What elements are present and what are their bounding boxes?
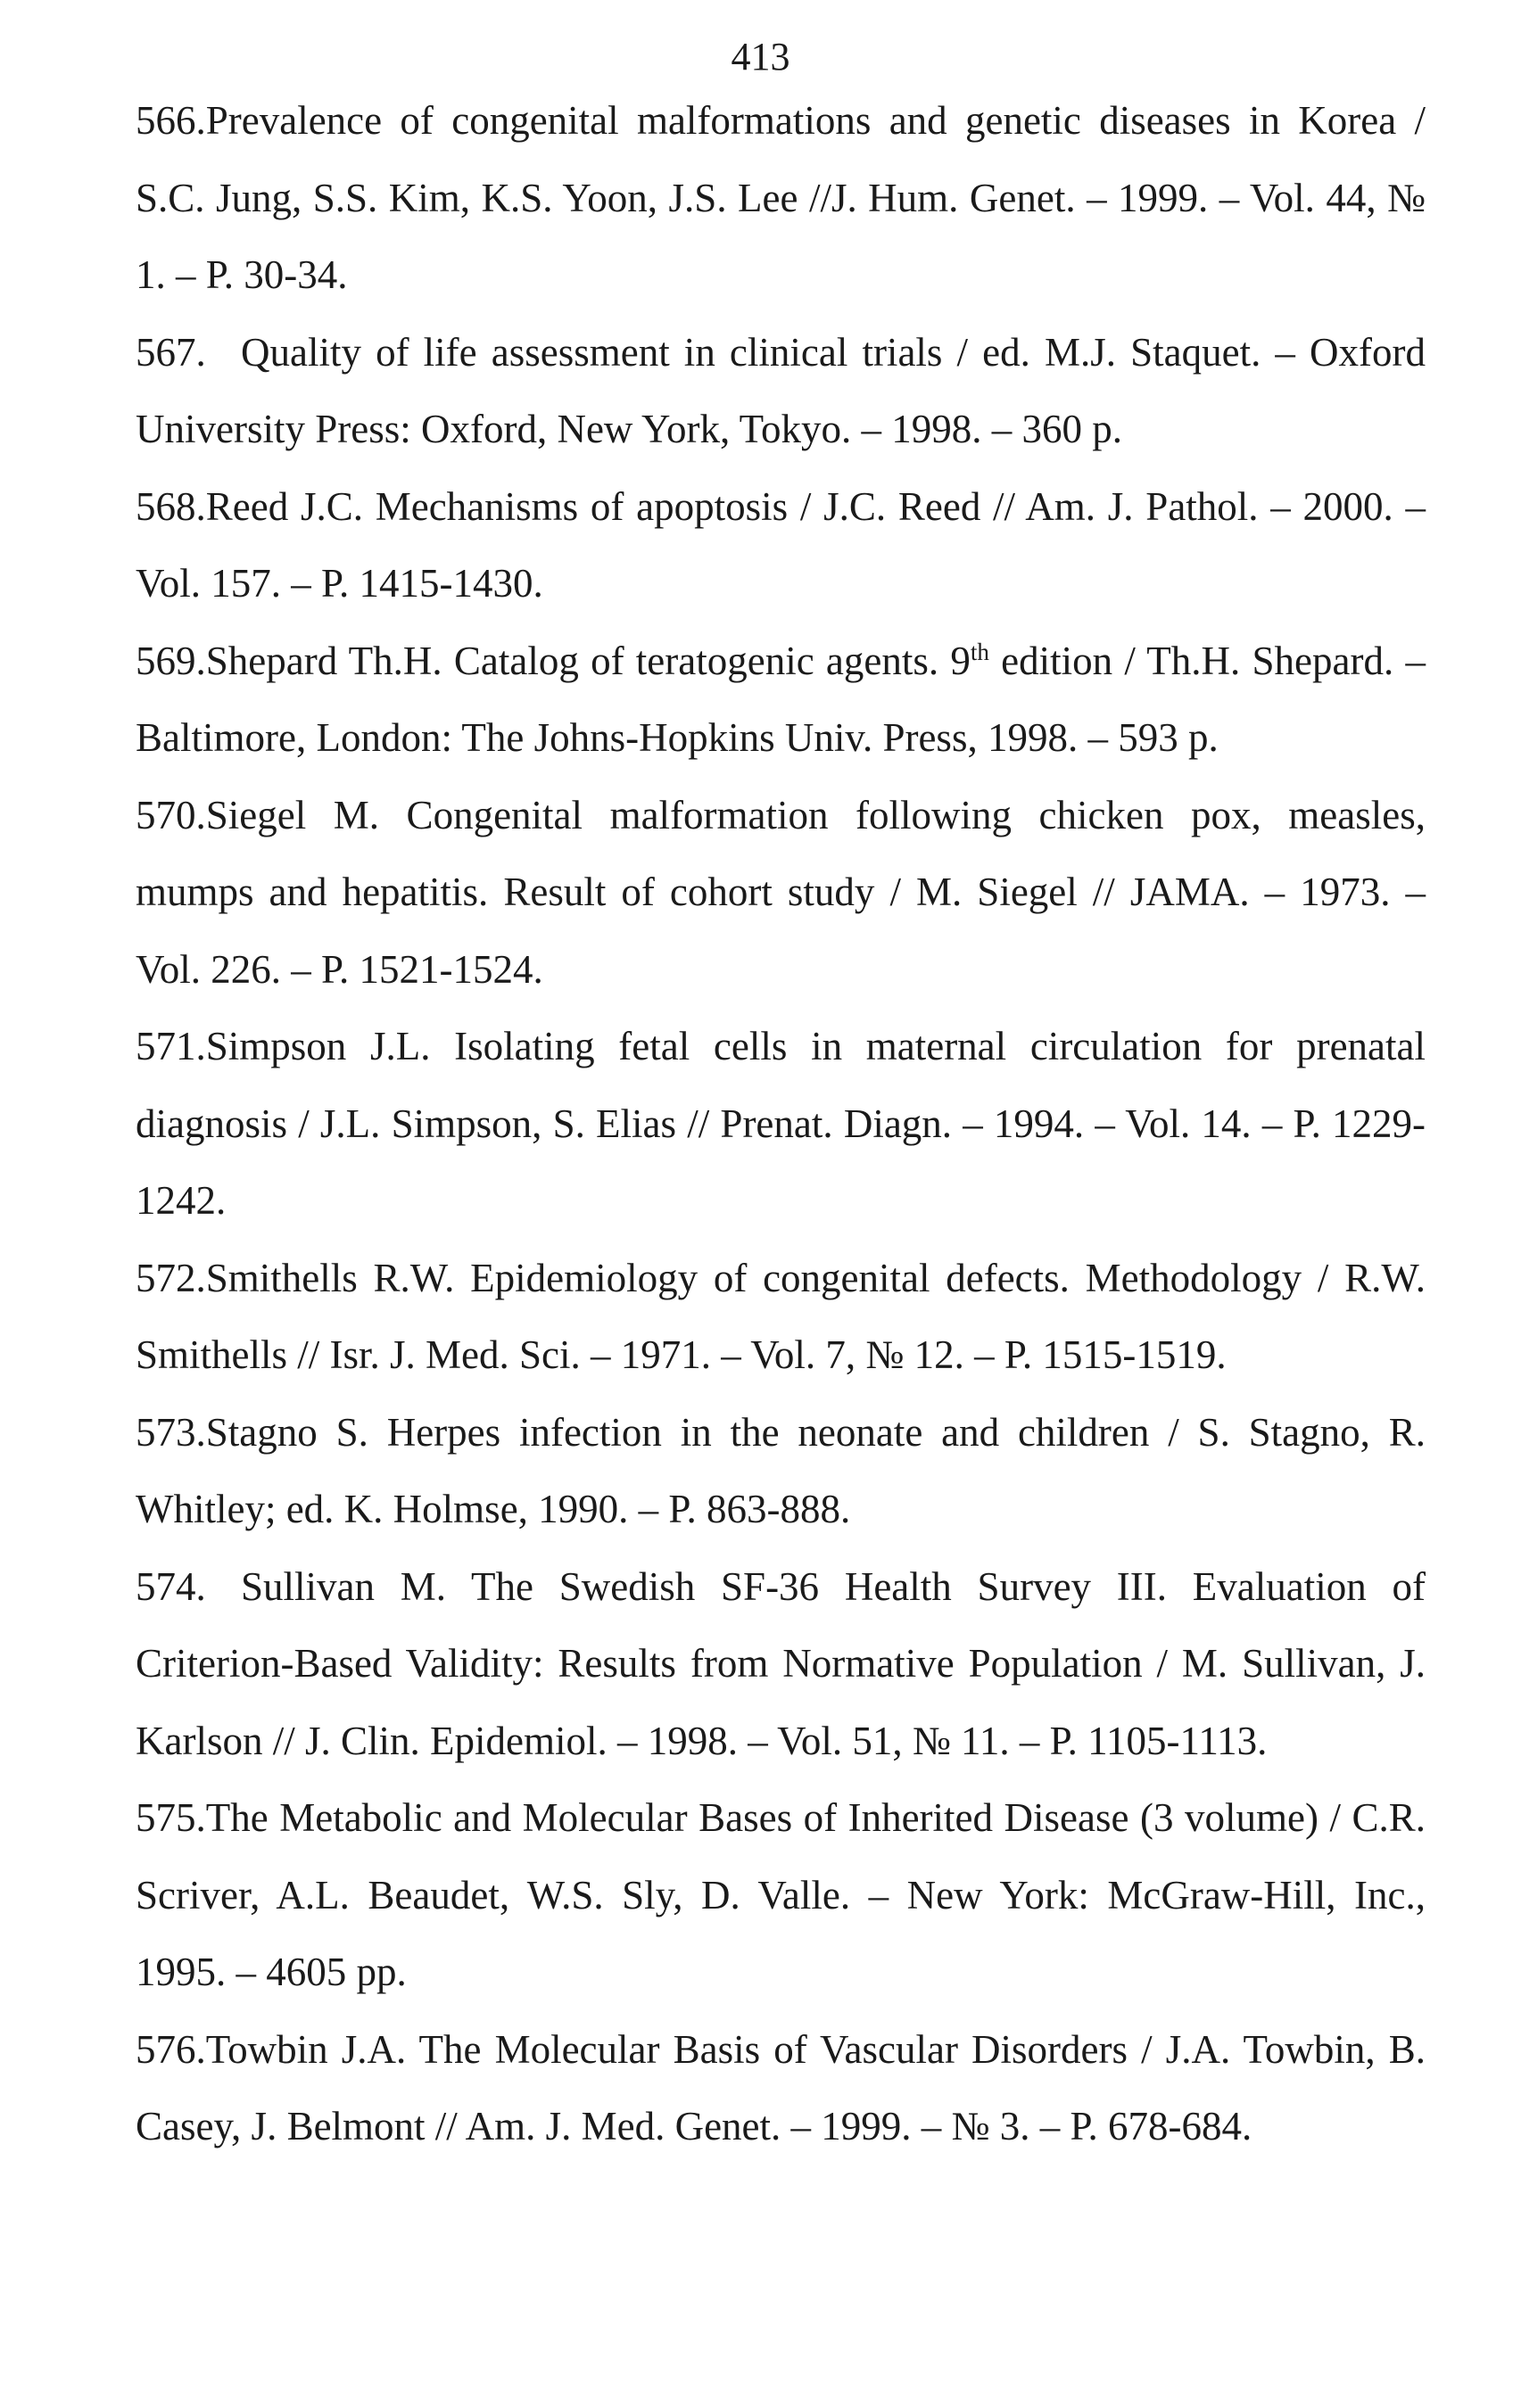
- reference-item-575: [136, 1779, 1426, 2011]
- reference-item-574: [136, 1548, 1426, 1780]
- reference-number: 569.: [136, 638, 206, 683]
- reference-text: Sullivan M. The Swedish SF-36 Health Survey III. Evaluation of Criterion-Based Validity: Results from Normative Population / M. Sullivan, J. Karlson // J. Clin. Epidemiol. – 1998. – Vol. 51, № 11. – P. 1105-1113.: [136, 1563, 1426, 1763]
- reference-text: Stagno S. Herpes infection in the neonate and children / S. Stagno, R. Whitley; ed. K. Holmse, 1990. – P. 863-888.: [136, 1409, 1426, 1531]
- reference-text: Towbin J.A. The Molecular Basis of Vascular Disorders / J.A. Towbin, B. Casey, J. Belmont // Am. J. Med. Genet. – 1999. – № 3. – P. 678-684.: [136, 2026, 1426, 2148]
- reference-item-567: [136, 314, 1426, 468]
- reference-number: 575.: [136, 1795, 206, 1840]
- reference-number: 574.: [136, 1563, 206, 1609]
- reference-list: [136, 82, 1426, 2165]
- reference-text: Siegel M. Congenital malformation following chicken pox, measles, mumps and hepatitis. Result of cohort study / M. Siegel // JAMA. – 1973. – Vol. 226. – P. 1521-1524.: [136, 792, 1426, 992]
- reference-text: Simpson J.L. Isolating fetal cells in maternal circulation for prenatal diagnosis / J.L. Simpson, S. Elias // Prenat. Diagn. – 1994. – Vol. 14. – P. 1229-1242.: [136, 1024, 1426, 1223]
- reference-text: Smithells R.W. Epidemiology of congenital defects. Methodology / R.W. Smithells // Isr. J. Med. Sci. – 1971. – Vol. 7, № 12. – P. 1515-1519.: [136, 1255, 1426, 1377]
- reference-item-569: [136, 623, 1426, 777]
- reference-text-before: Shepard Th.H. Catalog of teratogenic agents. 9: [205, 638, 971, 683]
- page-number: 413: [731, 35, 790, 78]
- superscript-ordinal: th: [970, 638, 989, 665]
- reference-item-571: [136, 1008, 1426, 1240]
- reference-number: 576.: [136, 2026, 206, 2072]
- reference-text: Reed J.C. Mechanisms of apoptosis / J.C. Reed // Am. J. Pathol. – 2000. – Vol. 157. – P. 1415-1430.: [136, 483, 1426, 606]
- reference-item-576: [136, 2011, 1426, 2165]
- reference-text: Quality of life assessment in clinical trials / ed. M.J. Staquet. – Oxford University Press: Oxford, New York, Tokyo. – 1998. – 360 p.: [136, 329, 1426, 451]
- reference-item-573: [136, 1394, 1426, 1548]
- reference-number: 566.: [136, 98, 206, 143]
- reference-item-572: [136, 1240, 1426, 1394]
- reference-number: 567.: [136, 329, 206, 375]
- reference-text: Prevalence of congenital malformations and genetic diseases in Korea / S.C. Jung, S.S. Kim, K.S. Yoon, J.S. Lee //J. Hum. Genet. – 1999. – Vol. 44, № 1. – P. 30-34.: [136, 98, 1426, 297]
- reference-number: 570.: [136, 792, 206, 837]
- reference-text: The Metabolic and Molecular Bases of Inherited Disease (3 volume) / C.R. Scriver, A.L. Beaudet, W.S. Sly, D. Valle. – New York: McGraw-Hill, Inc., 1995. – 4605 pp.: [136, 1795, 1426, 1994]
- reference-number: 571.: [136, 1024, 206, 1068]
- reference-item-566: [136, 82, 1426, 314]
- reference-item-568: [136, 468, 1426, 623]
- reference-number: 572.: [136, 1255, 206, 1300]
- reference-number: 568.: [136, 483, 206, 529]
- reference-item-570: [136, 777, 1426, 1009]
- reference-number: 573.: [136, 1409, 206, 1455]
- reference-text-after: edition / Th.H. Shepard. – Baltimore, London: The Johns-Hopkins Univ. Press, 1998. – 593 p.: [136, 638, 1426, 760]
